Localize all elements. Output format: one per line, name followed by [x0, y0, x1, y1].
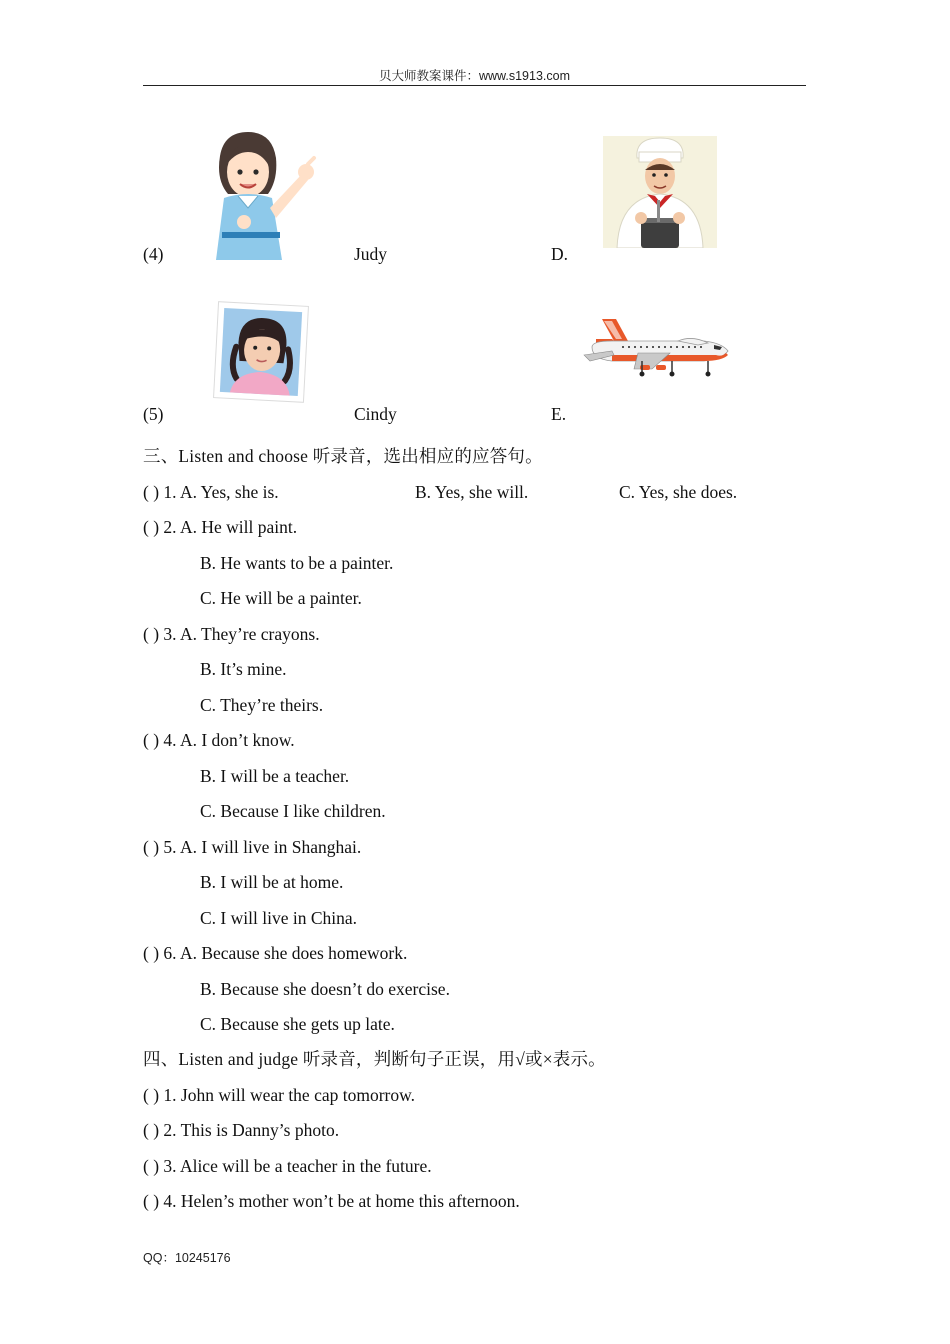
- question-6-option-b: B. Because she doesn’t do exercise.: [200, 979, 450, 999]
- question-3-option-c: C. They’re theirs.: [200, 695, 324, 715]
- judge-item: ( ) 1. John will wear the cap tomorrow.: [143, 1085, 415, 1105]
- judge-item: ( ) 2. This is Danny’s photo.: [143, 1120, 340, 1140]
- judge-item: ( ) 4. Helen’s mother won’t be at home this afternoon.: [143, 1191, 520, 1211]
- airplane-image: [582, 317, 730, 379]
- chef-image: [603, 136, 717, 248]
- question-5-option-a: ( ) 5. A. I will live in Shanghai.: [143, 837, 362, 857]
- section-4-title: 四、Listen and judge 听录音，判断句子正误，用√或×表示。: [143, 1049, 606, 1069]
- question-1-option-b: B. Yes, she will.: [415, 482, 529, 502]
- question-4-option-b: B. I will be a teacher.: [200, 766, 350, 786]
- girl-photo-image: [212, 300, 310, 404]
- question-1-option-a: ( ) 1. A. Yes, she is.: [143, 482, 279, 502]
- page-footer: QQ：10245176: [143, 1251, 231, 1265]
- match-letter: D.: [551, 244, 569, 264]
- section-3-title: 三、Listen and choose 听录音，选出相应的应答句。: [143, 446, 543, 466]
- question-6-option-a: ( ) 6. A. Because she does homework.: [143, 943, 408, 963]
- girl-pointing-image: [210, 128, 320, 262]
- question-5-option-b: B. I will be at home.: [200, 872, 344, 892]
- question-2-option-c: C. He will be a painter.: [200, 588, 362, 608]
- question-5-option-c: C. I will live in China.: [200, 908, 358, 928]
- question-1-option-c: C. Yes, she does.: [619, 482, 738, 502]
- match-number: (5): [143, 404, 164, 424]
- question-3-option-a: ( ) 3. A. They’re crayons.: [143, 624, 320, 644]
- header-divider: [143, 85, 806, 86]
- match-number: (4): [143, 244, 164, 264]
- match-name: Judy: [354, 244, 388, 264]
- question-4-option-a: ( ) 4. A. I don’t know.: [143, 730, 295, 750]
- question-2-option-a: ( ) 2. A. He will paint.: [143, 517, 298, 537]
- match-name: Cindy: [354, 404, 397, 424]
- page-header: 贝大师教案课件：www.s1913.com: [378, 69, 570, 83]
- judge-item: ( ) 3. Alice will be a teacher in the future.: [143, 1156, 432, 1176]
- question-4-option-c: C. Because I like children.: [200, 801, 386, 821]
- match-letter: E.: [551, 404, 567, 424]
- question-2-option-b: B. He wants to be a painter.: [200, 553, 394, 573]
- question-6-option-c: C. Because she gets up late.: [200, 1014, 395, 1034]
- question-3-option-b: B. It’s mine.: [200, 659, 287, 679]
